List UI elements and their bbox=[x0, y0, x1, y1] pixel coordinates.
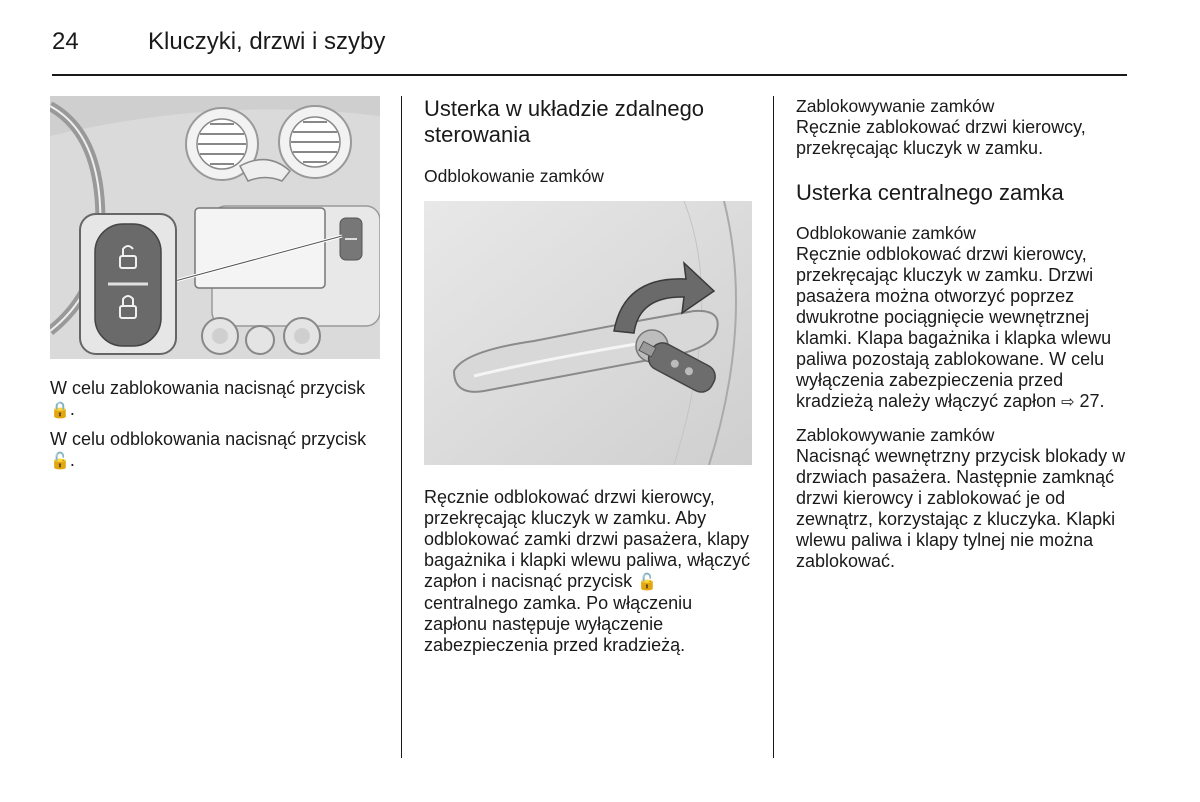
unlock-icon: 🔓 bbox=[637, 574, 658, 591]
dashboard-lock-buttons-illustration bbox=[50, 96, 380, 359]
unlock-instruction-text: W celu odblokowania nacisnąć przycisk bbox=[50, 429, 367, 449]
column-1 bbox=[50, 96, 380, 472]
lock-icon: 🔒 bbox=[50, 402, 70, 419]
page-number: 24 bbox=[52, 28, 79, 55]
unlock-icon: 🔓 bbox=[50, 453, 70, 470]
subheading-unlocking-2: Odblokowanie zamków bbox=[796, 223, 976, 243]
section-heading-remote-fault: Usterka w układzie zdalnego sterowania bbox=[424, 96, 705, 147]
door-handle-key-illustration bbox=[424, 201, 752, 465]
subheading-locking-1: Zablokowywanie zamków bbox=[796, 96, 995, 116]
remote-fault-body-end: centralnego zamka. Po włączeniu zapłonu następuje wyłączenie zabezpieczenia przed kradzieżą. bbox=[424, 593, 693, 655]
column-2 bbox=[424, 96, 754, 656]
column-divider-2 bbox=[773, 96, 774, 758]
remote-fault-body-text: Ręcznie odblokować drzwi kierowcy, przekręcając kluczyk w zamku. Aby odblokować zamki drzwi pasażera, klapy bagażnika i klapki wlewu paliwa, włączyć zapłon i nacisnąć przycisk bbox=[424, 487, 751, 591]
subheading-locking-2: Zablokowywanie zamków bbox=[796, 425, 995, 445]
page-header bbox=[52, 24, 1127, 76]
lock-instruction-end: . bbox=[69, 399, 75, 419]
page-reference[interactable]: 27. bbox=[1074, 391, 1105, 411]
remote-fault-body bbox=[424, 487, 754, 656]
central-unlock-body bbox=[796, 244, 1126, 413]
unlock-instruction bbox=[50, 429, 380, 472]
unlock-instruction-end: . bbox=[69, 450, 75, 470]
chapter-title: Kluczyki, drzwi i szyby bbox=[148, 28, 386, 55]
subheading-unlocking: Odblokowanie zamków bbox=[424, 166, 604, 186]
column-divider-1 bbox=[401, 96, 402, 758]
header-rule bbox=[52, 74, 1127, 76]
column-3 bbox=[796, 96, 1126, 572]
lock-instruction-text: W celu zablokowania nacisnąć przycisk bbox=[50, 378, 366, 398]
locking-manual-text: Ręcznie zablokować drzwi kierowcy, przekręcając kluczyk w zamku. bbox=[796, 117, 1086, 158]
lock-instruction bbox=[50, 378, 380, 421]
central-unlock-body-text: Ręcznie odblokować drzwi kierowcy, przekręcając kluczyk w zamku. Drzwi pasażera można otworzyć poprzez dwukrotne pociągnięcie wewnętrznej klamki. Klapa bagażnika i klapka wlewu paliwa pozostają zablokowane. W celu wyłączenia zabezpieczenia przed kradzieżą należy włączyć zapłon bbox=[796, 244, 1112, 411]
section-heading-central-lock-fault: Usterka centralnego zamka bbox=[796, 180, 1064, 205]
arrow-reference-icon: ⇨ bbox=[1061, 394, 1075, 411]
central-lock-body: Nacisnąć wewnętrzny przycisk blokady w drzwiach pasażera. Następnie zamknąć drzwi kierowcy i zablokować je od zewnątrz, korzystając z kluczyka. Klapki wlewu paliwa i klapy tylnej nie można zablokować. bbox=[796, 446, 1126, 571]
